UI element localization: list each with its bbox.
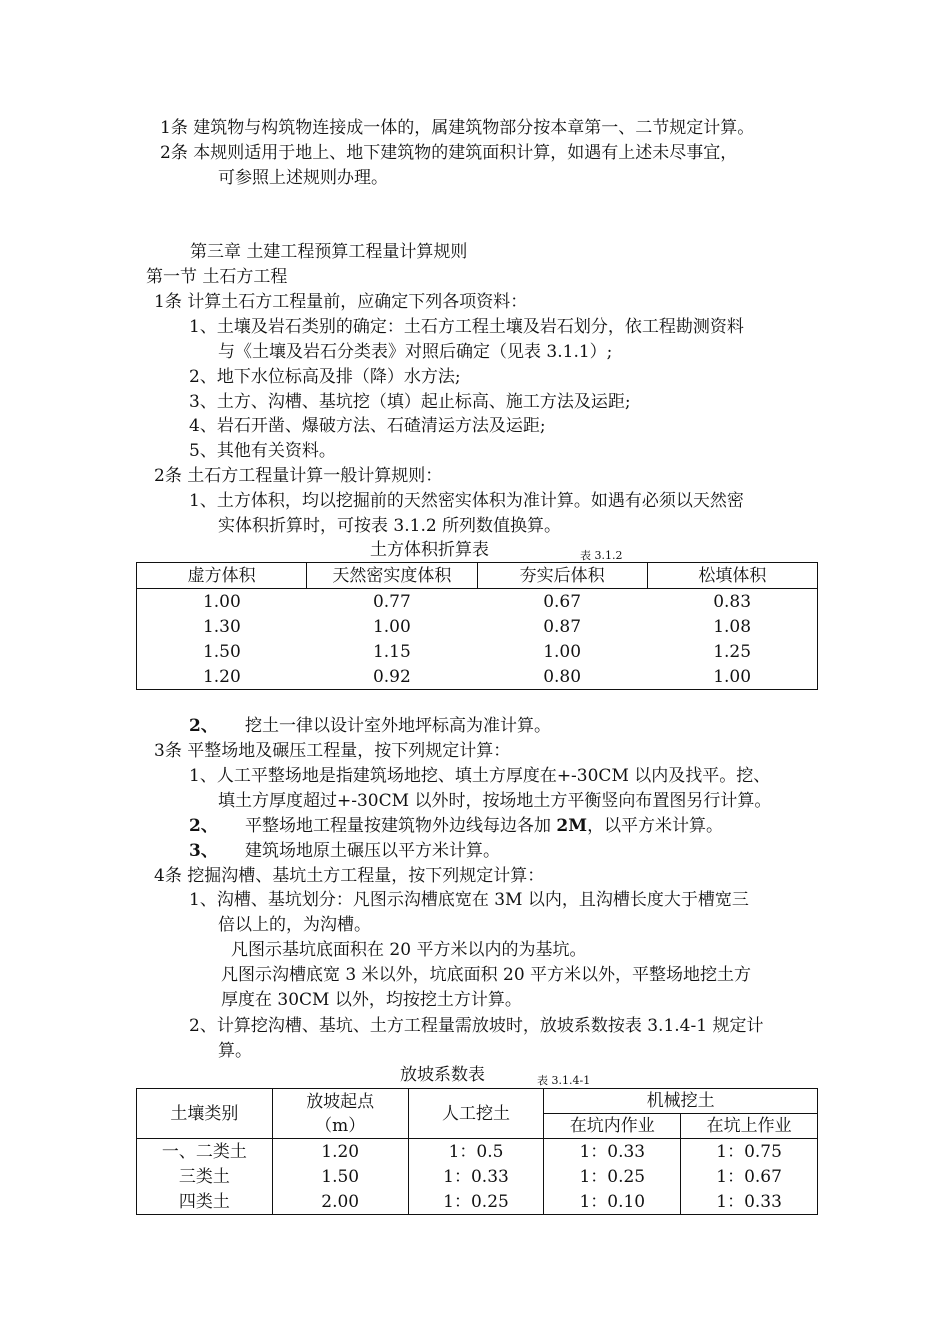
table-cell: 1.00	[713, 666, 752, 687]
table-cell: 1.50	[272, 1164, 408, 1189]
table-cell: 0.87	[543, 616, 582, 637]
table-cell: 0.80	[543, 666, 582, 687]
table-cell: 1：0.5	[408, 1139, 544, 1165]
table-cell: 2.00	[272, 1189, 408, 1215]
list-item: 挖土一律以设计室外地坪标高为准计算。	[245, 716, 551, 736]
table-header-cell	[272, 1089, 408, 1139]
list-item: 1、沟槽、基坑划分：凡图示沟槽底宽在 3M 以内，且沟槽长度大于槽宽三	[189, 890, 749, 910]
paragraph-line: 凡图示基坑底面积在 20 平方米以内的为基坑。	[231, 940, 587, 960]
list-item-continuation: 实体积折算时，可按表 3.1.2 所列数值换算。	[218, 516, 562, 536]
table-cell: 0.83	[713, 591, 752, 612]
table-cell: 1.08	[713, 616, 752, 637]
table-cell: 1.20	[272, 1139, 408, 1165]
table-row	[137, 639, 818, 664]
section-article-3: 3条 平整场地及碾压工程量，按下列规定计算：	[154, 741, 511, 761]
list-item	[245, 814, 723, 838]
list-item-continuation: 与《土壤及岩石分类表》对照后确定（见表 3.1.1）;	[218, 342, 613, 362]
volume-conversion-table	[136, 562, 818, 690]
table-cell: 1.25	[713, 641, 752, 662]
table2-number: 表 3.1.4-1	[537, 1074, 591, 1087]
article-1-line: 1条 建筑物与构筑物连接成一体的，属建筑物部分按本章第一、二节规定计算。	[160, 118, 755, 138]
table-header-cell: 松填体积	[647, 563, 817, 589]
list-item: 2、计算挖沟槽、基坑、土方工程量需放坡时，放坡系数按表 3.1.4-1 规定计	[189, 1016, 764, 1036]
list-item: 2、地下水位标高及排（降）水方法;	[189, 367, 461, 387]
table-cell: 1.50	[202, 641, 241, 662]
table-cell: 一、二类土	[137, 1139, 273, 1165]
table1-title: 土方体积折算表	[370, 540, 489, 560]
list-item-text: 平整场地工程量按建筑物外边线每边各加	[245, 816, 557, 836]
table-cell: 1.00	[543, 641, 582, 662]
table-header-row	[137, 563, 818, 589]
table-cell: 1：0.33	[408, 1164, 544, 1189]
table-cell: 1：0.67	[681, 1164, 818, 1189]
table-header-cell: 天然密实度体积	[307, 563, 477, 589]
table-row	[137, 614, 818, 639]
table-cell: 1：0.25	[544, 1164, 681, 1189]
list-number: 2、	[189, 816, 218, 836]
table1-number: 表 3.1.2	[580, 549, 623, 562]
table-cell: 1.00	[372, 616, 411, 637]
table-cell: 三类土	[137, 1164, 273, 1189]
list-number: 3、	[189, 841, 218, 861]
list-item-continuation: 填土方厚度超过+-30CM 以外时，按场地土方平衡竖向布置图另行计算。	[218, 791, 772, 811]
table-cell: 1.00	[202, 591, 241, 612]
paragraph-line: 凡图示沟槽底宽 3 米以外，坑底面积 20 平方米以外，平整场地挖土方	[221, 965, 752, 985]
article-2-continuation: 可参照上述规则办理。	[218, 168, 388, 188]
table-row	[137, 1139, 818, 1165]
list-item: 3、土方、沟槽、基坑挖（填）起止标高、施工方法及运距;	[189, 392, 631, 412]
section-title: 第一节 土石方工程	[146, 267, 288, 287]
list-number: 2、	[189, 716, 218, 736]
table-header-cell: 在坑内作业	[544, 1114, 681, 1139]
table-cell: 1：0.25	[408, 1189, 544, 1215]
article-2-line: 2条 本规则适用于地上、地下建筑物的建筑面积计算，如遇有上述未尽事宜，	[160, 143, 738, 163]
table-header-cell: 人工挖土	[408, 1089, 544, 1139]
table-header-row	[137, 1089, 818, 1114]
header-line: （m）	[315, 1115, 366, 1136]
table-cell: 四类土	[137, 1189, 273, 1215]
header-line: 放坡起点	[306, 1091, 375, 1112]
table-cell: 1.20	[202, 666, 241, 687]
table-cell: 1：0.33	[681, 1189, 818, 1215]
section-article-4: 4条 挖掘沟槽、基坑土方工程量，按下列规定计算：	[154, 866, 545, 886]
table-header-cell: 夯实后体积	[477, 563, 647, 589]
table-header-cell: 虚方体积	[137, 563, 307, 589]
section-article-2: 2条 土石方工程量计算一般计算规则：	[154, 466, 443, 486]
table-row	[137, 589, 818, 615]
table-row	[137, 1164, 818, 1189]
paragraph-line: 厚度在 30CM 以外，均按挖土方计算。	[221, 990, 522, 1010]
table-cell: 0.77	[372, 591, 411, 612]
section-article-1: 1条 计算土石方工程量前，应确定下列各项资料：	[154, 292, 528, 312]
emphasis-value: 2M	[556, 816, 588, 836]
slope-coefficient-table	[136, 1088, 818, 1215]
chapter-title: 第三章 土建工程预算工程量计算规则	[190, 242, 468, 262]
table-header-cell: 土壤类别	[137, 1089, 273, 1139]
list-item: 5、其他有关资料。	[189, 441, 336, 461]
list-item: 1、人工平整场地是指建筑场地挖、填土方厚度在+-30CM 以内及找平。挖、	[189, 766, 771, 786]
list-item-continuation: 算。	[218, 1041, 252, 1061]
table2-title: 放坡系数表	[400, 1065, 485, 1085]
table-cell: 0.92	[372, 666, 411, 687]
list-item-continuation: 倍以上的，为沟槽。	[218, 915, 371, 935]
table-header-cell: 机械挖土	[544, 1089, 818, 1114]
list-item: 1、土壤及岩石类别的确定：土石方工程土壤及岩石划分，依工程勘测资料	[189, 317, 744, 337]
table-cell: 1.30	[202, 616, 241, 637]
table-row	[137, 664, 818, 690]
table-cell: 1.15	[372, 641, 411, 662]
table-row	[137, 1189, 818, 1215]
table-cell: 1：0.10	[544, 1189, 681, 1215]
list-item-text: ，以平方米计算。	[587, 816, 724, 836]
table-cell: 0.67	[543, 591, 582, 612]
list-item: 建筑场地原土碾压以平方米计算。	[245, 841, 500, 861]
list-item: 1、土方体积，均以挖掘前的天然密实体积为准计算。如遇有必须以天然密	[189, 491, 744, 511]
table-cell: 1：0.33	[544, 1139, 681, 1165]
table-header-cell: 在坑上作业	[681, 1114, 818, 1139]
list-item: 4、岩石开凿、爆破方法、石碴清运方法及运距;	[189, 416, 546, 436]
table-cell: 1：0.75	[681, 1139, 818, 1165]
